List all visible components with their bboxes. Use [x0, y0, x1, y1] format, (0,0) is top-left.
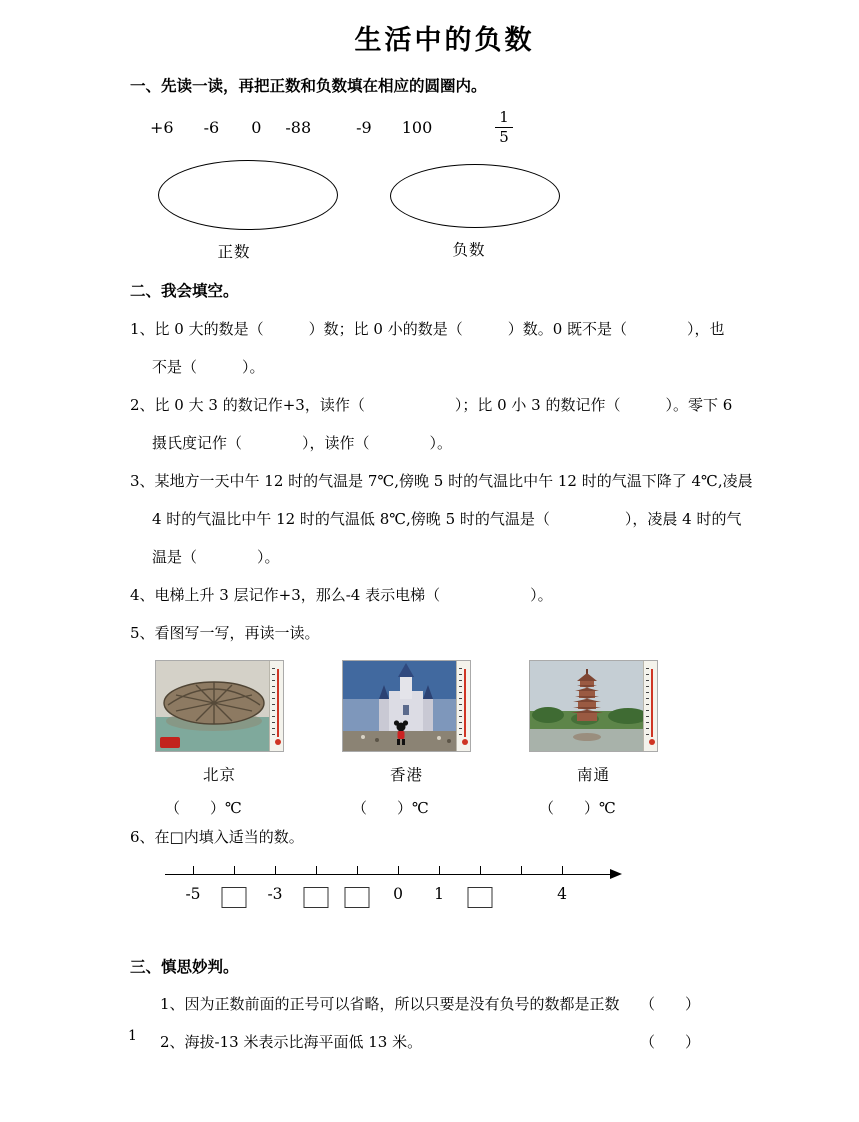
judge-item-2-text: 2、海拔-13 米表示比海平面低 13 米。: [160, 1033, 423, 1051]
question-1-line-1: 1、比 0 大的数是（ ）数；比 0 小的数是（ ）数。0 既不是（ ），也: [130, 320, 725, 338]
photo-column-nantong: [529, 660, 658, 818]
city-label-hongkong: 香港: [389, 766, 423, 784]
question-6: [130, 818, 759, 856]
numberline-tick: [357, 866, 358, 875]
hongkong-photo: [342, 660, 471, 752]
question-3-line-3: 温是（ ）。: [152, 548, 280, 566]
photo-column-hongkong: [342, 660, 471, 818]
numberline-tick: [562, 866, 563, 875]
question-1-line-2: 不是（ ）。: [152, 358, 265, 376]
negative-oval-label: 负数: [452, 241, 486, 259]
numberline-tick-label: -3: [267, 885, 283, 903]
numberline-tick: [439, 866, 440, 875]
beijing-photo-image: [156, 661, 284, 752]
numberline-tick: [398, 866, 399, 875]
thermometer-icon: [456, 661, 470, 751]
question-2-line-2: 摄氏度记作（ ），读作（ ）。: [152, 434, 453, 452]
city-label-nantong: 南通: [576, 766, 610, 784]
temperature-blank-beijing[interactable]: （ ）℃: [165, 799, 242, 817]
negative-numbers-oval[interactable]: [390, 164, 560, 228]
city-photos-row: [130, 660, 759, 818]
question-4: [130, 576, 759, 614]
question-5: [130, 614, 759, 652]
number-item: -6: [203, 117, 220, 137]
section2-heading: 二、我会填空。: [130, 281, 239, 300]
number-line: [165, 862, 640, 938]
question-3-line-2: 4 时的气温比中午 12 时的气温低 8℃,傍晚 5 时的气温是（ ），凌晨 4 时的气: [152, 510, 742, 528]
number-line-axis: [165, 874, 612, 875]
judge-item-1-text: 1、因为正数前面的正号可以省略，所以只要是没有负号的数都是正数: [160, 995, 620, 1013]
hongkong-photo-image: [343, 661, 471, 752]
question-3: [130, 462, 759, 576]
photo-column-beijing: [155, 660, 284, 818]
fraction-denominator: 5: [499, 127, 509, 146]
number-item: 0: [251, 117, 262, 137]
numberline-tick: [275, 866, 276, 875]
number-line-arrow-icon: [610, 869, 622, 879]
positive-numbers-oval[interactable]: [158, 160, 338, 230]
numberline-tick: [316, 866, 317, 875]
numberline-answer-box[interactable]: [468, 887, 493, 908]
numberline-tick: [521, 866, 522, 875]
city-label-beijing: 北京: [202, 766, 236, 784]
temperature-blank-nantong[interactable]: （ ）℃: [539, 799, 616, 817]
question-6-line-1: 6、在□内填入适当的数。: [130, 828, 304, 846]
temperature-blank-hongkong[interactable]: （ ）℃: [352, 799, 429, 817]
thermometer-icon: [269, 661, 283, 751]
numberline-tick-label: 0: [393, 885, 403, 903]
fraction-one-fifth: [495, 109, 513, 145]
numberline-tick: [193, 866, 194, 875]
numberline-tick: [480, 866, 481, 875]
crowd-area: [343, 731, 471, 752]
number-item: 100: [401, 117, 433, 137]
numberline-tick-label: 1: [434, 885, 444, 903]
judge-item-1: [130, 985, 759, 1023]
water: [530, 729, 658, 752]
question-2-line-1: 2、比 0 大 3 的数记作+3，读作（ ）；比 0 小 3 的数记作（ ）。零下 6: [130, 396, 733, 414]
question-2: [130, 386, 759, 462]
nantong-photo: [529, 660, 658, 752]
number-item: -88: [285, 117, 312, 137]
page-number: 1: [128, 1028, 137, 1044]
question-1: [130, 310, 759, 386]
question-3-line-1: 3、某地方一天中午 12 时的气温是 7℃,傍晚 5 时的气温比中午 12 时的气温下降了 4℃,凌晨: [130, 472, 753, 490]
number-item: +6: [150, 117, 174, 137]
nantong-photo-image: [530, 661, 658, 752]
beijing-photo: [155, 660, 284, 752]
numberline-tick-label: 4: [557, 885, 567, 903]
number-sort-list: [130, 108, 759, 146]
page-title: 生活中的负数: [354, 25, 535, 56]
judge-item-2: [130, 1023, 759, 1061]
judge-item-1-blank[interactable]: （ ）: [640, 995, 701, 1013]
numberline-answer-box[interactable]: [345, 887, 370, 908]
question-4-line-1: 4、电梯上升 3 层记作+3，那么-4 表示电梯（ ）。: [130, 586, 553, 604]
fraction-numerator: 1: [495, 109, 513, 128]
positive-oval-label: 正数: [217, 243, 251, 261]
question-5-line-1: 5、看图写一写，再读一读。: [130, 624, 320, 642]
numberline-tick: [234, 866, 235, 875]
number-item: -9: [356, 117, 372, 137]
thermometer-icon: [643, 661, 657, 751]
section3-heading: 三、慎思妙判。: [130, 957, 239, 976]
numberline-tick-label: -5: [185, 885, 201, 903]
red-logo: [160, 737, 180, 748]
numberline-answer-box[interactable]: [222, 887, 247, 908]
judge-item-2-blank[interactable]: （ ）: [640, 1033, 701, 1051]
sorting-ovals: [130, 160, 759, 262]
section1-heading: 一、先读一读，再把正数和负数填在相应的圆圈内。: [130, 76, 487, 95]
numberline-answer-box[interactable]: [304, 887, 329, 908]
